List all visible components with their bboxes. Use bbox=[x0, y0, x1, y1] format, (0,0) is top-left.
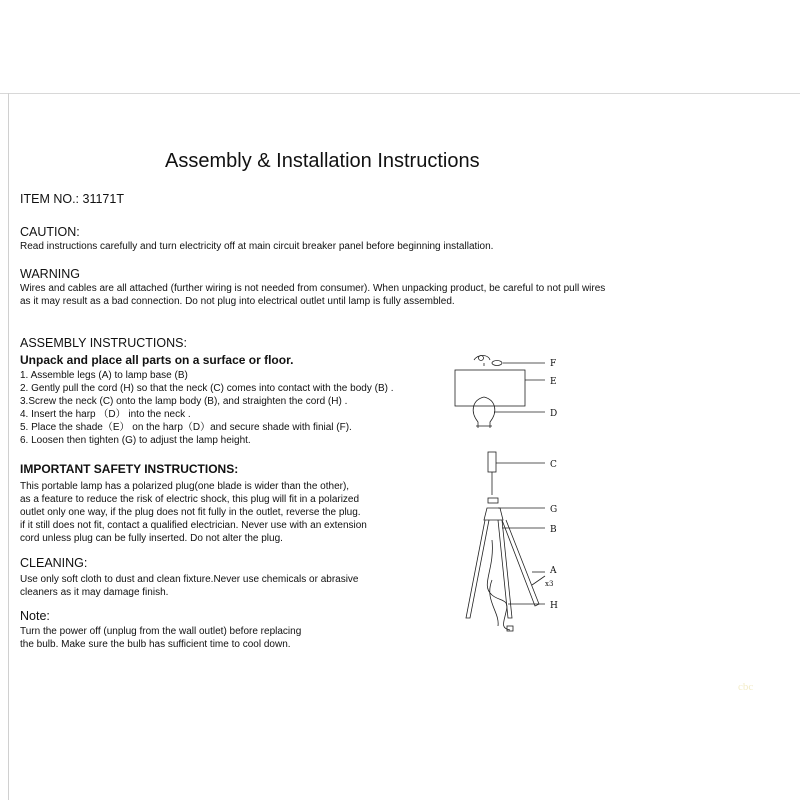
cleaning-line: Use only soft cloth to dust and clean fixture.Never use chemicals or abrasive bbox=[20, 574, 359, 585]
safety-line: outlet only one way, if the plug does not fit fully in the outlet, reverse the plug. bbox=[20, 507, 361, 518]
label-F: F bbox=[550, 359, 557, 369]
assembly-step: 3.Screw the neck (C) onto the lamp body (B), and straighten the cord (H) . bbox=[20, 396, 348, 407]
label-E: E bbox=[550, 377, 557, 387]
label-A: A bbox=[550, 566, 557, 576]
label-B: B bbox=[550, 525, 557, 535]
assembly-step: 6. Loosen then tighten (G) to adjust the lamp height. bbox=[20, 435, 251, 446]
harp-part bbox=[473, 397, 495, 428]
assembly-subheading: Unpack and place all parts on a surface or floor. bbox=[20, 353, 294, 367]
caution-heading: CAUTION: bbox=[20, 225, 80, 239]
cleaning-line: cleaners as it may damage finish. bbox=[20, 587, 169, 598]
label-x3: x3 bbox=[545, 580, 554, 588]
leader-lines bbox=[494, 363, 545, 604]
finial-part bbox=[474, 356, 502, 367]
safety-text bbox=[20, 480, 367, 545]
item-number: ITEM NO.: 31171T bbox=[20, 192, 124, 206]
note-line: Turn the power off (unplug from the wall outlet) before replacing bbox=[20, 626, 302, 637]
page-title: Assembly & Installation Instructions bbox=[165, 150, 480, 172]
safety-line: This portable lamp has a polarized plug(one blade is wider than the other), bbox=[20, 481, 350, 492]
label-H: H bbox=[550, 601, 558, 611]
caution-text: Read instructions carefully and turn electricity off at main circuit breaker panel before beginning installation. bbox=[20, 241, 494, 252]
note-line: the bulb. Make sure the bulb has sufficient time to cool down. bbox=[20, 639, 291, 650]
assembly-steps bbox=[20, 369, 394, 447]
clamp-part bbox=[488, 498, 498, 503]
assembly-step: 4. Insert the harp （D） into the neck . bbox=[20, 409, 191, 420]
body-part bbox=[484, 508, 503, 520]
safety-line: as a feature to reduce the risk of electric shock, this plug will fit in a polarized bbox=[20, 494, 360, 505]
warning-line: Wires and cables are all attached (further wiring is not needed from consumer). When unpacking product, be careful to not pull wires bbox=[20, 283, 606, 294]
cleaning-heading: CLEANING: bbox=[20, 556, 88, 570]
assembly-heading: ASSEMBLY INSTRUCTIONS: bbox=[20, 336, 187, 350]
assembly-step: 2. Gently pull the cord (H) so that the neck (C) comes into contact with the body (B) . bbox=[20, 383, 394, 394]
safety-line: if it still does not fit, contact a qualified electrician. Never use with an extension bbox=[20, 520, 367, 531]
label-D: D bbox=[550, 409, 558, 419]
cord-part bbox=[487, 540, 510, 630]
lamp-diagram bbox=[440, 345, 570, 645]
shade-part bbox=[455, 370, 525, 406]
assembly-step: 1. Assemble legs (A) to lamp base (B) bbox=[20, 370, 188, 381]
safety-line: cord unless plug can be fully inserted. Do not alter the plug. bbox=[20, 533, 283, 544]
watermark: cbc bbox=[738, 681, 754, 693]
note-heading: Note: bbox=[20, 609, 50, 623]
left-border bbox=[8, 93, 9, 800]
note-text bbox=[20, 625, 301, 651]
top-border bbox=[0, 93, 800, 94]
assembly-step: 5. Place the shade（E） on the harp（D）and secure shade with finial (F). bbox=[20, 422, 352, 433]
legs-part bbox=[466, 520, 539, 618]
cleaning-text bbox=[20, 573, 359, 599]
warning-heading: WARNING bbox=[20, 267, 80, 281]
label-G: G bbox=[550, 505, 558, 515]
safety-heading: IMPORTANT SAFETY INSTRUCTIONS: bbox=[20, 462, 239, 476]
warning-line: as it may result as a bad connection. Do not plug into electrical outlet until lamp is fully assembled. bbox=[20, 296, 455, 307]
neck-part bbox=[488, 452, 496, 495]
warning-text bbox=[20, 282, 605, 308]
label-C: C bbox=[550, 460, 557, 470]
